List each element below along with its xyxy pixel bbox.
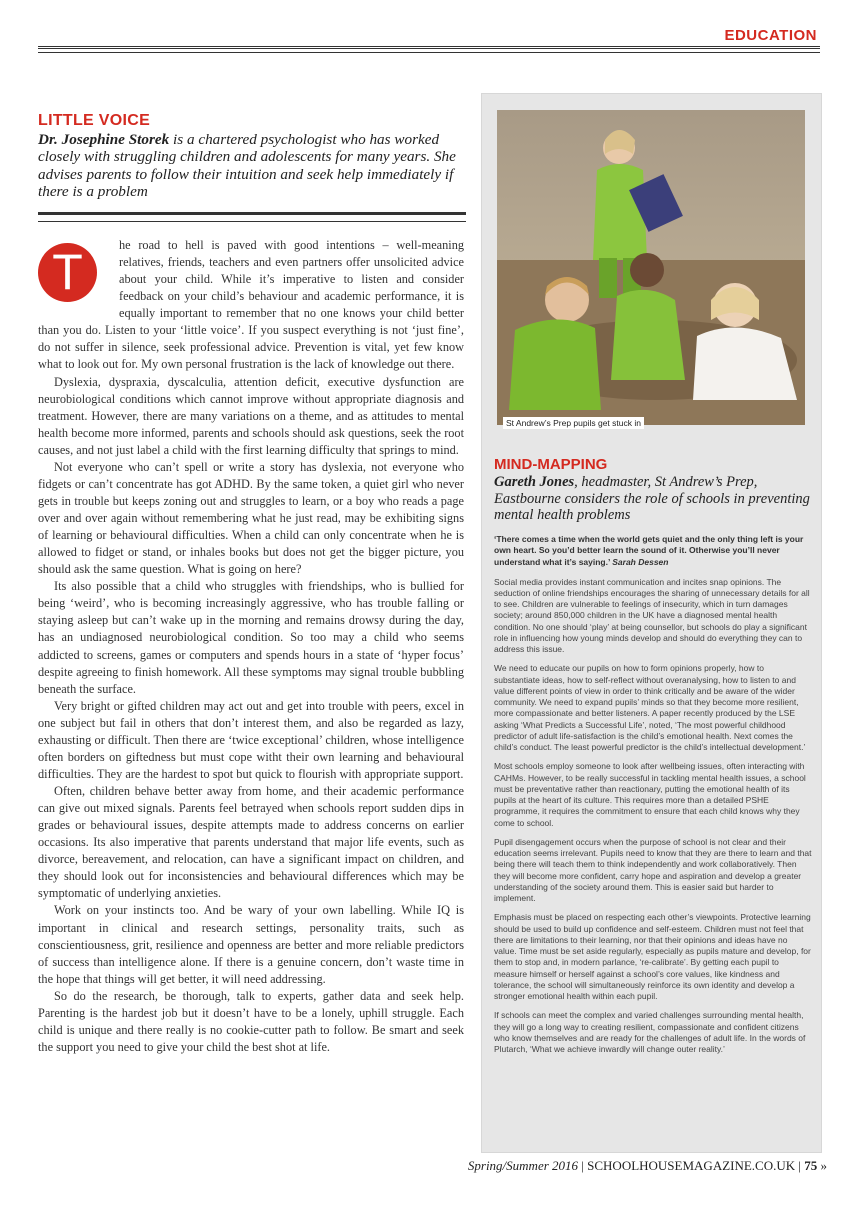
header-rule xyxy=(38,212,466,222)
sidebar-paragraph: Most schools employ someone to look after wellbeing issues, often interacting with CAHMs. However, to be really successful in tackling mental health issues, a school must be preventative rather than reactionary, putting the emotional health of its pupils at the heart of its culture. This requires more than a detailed PSHE programme, it requires the commitment to ensure that each child knows why they come to school. xyxy=(494,761,806,828)
photo-caption: St Andrew’s Prep pupils get stuck in xyxy=(503,417,644,429)
article-paragraph: Not everyone who can’t spell or write a story has dyslexia, not everyone who fidgets or can’t concentrate has got ADHD. By the same token, a quiet girl who never gets in trouble but keeps zoning out and struggles to learn, or a boy who reads a page over and over again without remembering what he just read, may be exhibiting signs of learning or behavioural difficulties. When a child can only concentrate when he is allowed to fidget or stand, or inhales books but does not get the bigger picture, you should ask the same question. What is going on here? xyxy=(38,459,464,577)
article-paragraph xyxy=(38,237,464,374)
sidebar-paragraph: If schools can meet the complex and varied challenges surrounding mental health, they will go a long way to creating resilient, compassionate and confident citizens who know themselves and are ready for the challenges of adult life. In the words of Plutarch, ‘What we achieve inwardly will change outer reality.’ xyxy=(494,1010,806,1055)
article-header xyxy=(38,112,466,200)
page-number: 75 xyxy=(804,1158,818,1173)
article-paragraph: So do the research, be thorough, talk to experts, gather data and seek help. Parenting is the hardest job but it doesn’t have to be a lonely, uphill struggle. Each child is unique and there really is no cookie-cutter path to follow. Be smart and seek the support you need to give your child the best shot at life. xyxy=(38,988,464,1054)
sidebar-kicker: MIND-MAPPING xyxy=(494,456,608,473)
sidebar-paragraph: Pupil disengagement occurs when the purpose of school is not clear and their education seems irrelevant. Pupils need to know that they are there to learn and that being there will teach them to think independently and work collaboratively. Then they will become more confident, carry hope and aspiration and develop a greater understanding of the society around them. This is easier said but harder to implement. xyxy=(494,836,812,904)
sidebar-paragraph: We need to educate our pupils on how to form opinions properly, how to substantiate ideas, how to self-reflect without overanalysing, how to listen to and value different points of view in order to think critically and be aware of the wider community. We need to expand pupils’ minds so that they become more resilient, more compassionate and better listeners. A paper recently produced by the LSE asking ‘What Predicts a Successful Life’, noted, ‘The most powerful childhood predictor of adult life-satisfaction is the child’s emotional health. Next comes the child’s conduct. The least powerful predictor is the child’s intellectual development.’ xyxy=(494,663,806,753)
sidebar-paragraph: Social media provides instant communication and incites snap opinions. The seduction of online friendships encourages the sharing of unnecessary details for all to see. Children are vulnerable to feelings of insecurity, which in turn damages society; around 850,000 children in the UK have a diagnosed mental health condition. No one should ‘play’ at being counsellor, but schools do play a significant role in influencing how young minds develop and should do everything they can to address this issue. xyxy=(494,576,810,655)
sidebar-paragraph: Emphasis must be placed on respecting each other’s viewpoints. Protective learning should be used to build up confidence and self-esteem. Children must not feel that there are limitations to their learning, nor that their opinions and ideas have no value. Time must be set aside regularly, especially as pupils mature and develop, for them to stop and, in modern parlance, ‘re-calibrate’. By getting each pupil to measure himself or herself against a school’s core values, like kindness and tolerance, the school will simultaneously reinforce its own identity and develop a stronger emotional health within each pupil. xyxy=(494,912,811,1002)
article-paragraph: Very bright or gifted children may act out and get into trouble with peers, excel in one subject but fail in others that don’t interest them, and also be regarded as lazy, exhausting or difficult. Then there are ‘twice exceptional’ children, whose intelligence often borders on giftedness but must cope witht their own learning and behavioural difficulties. They are the hardest to spot but quick to flourish with appropriate support. xyxy=(38,698,464,781)
section-label: EDUCATION xyxy=(724,27,817,44)
dropcap: T xyxy=(38,243,97,302)
standfirst-text: is a chartered psychologist who has worked closely with struggling children and adolescents for many years. She advises parents to follow their intuition and seek help immediately if there is a problem xyxy=(38,131,456,200)
sidebar-box xyxy=(481,93,822,1153)
quote-text: ‘There comes a time when the world gets quiet and the only thing left is your own heart. So you’d better learn the sound of it. Otherwise you’ll never understand what it’s saying.’ xyxy=(494,533,804,567)
page-footer: Spring/Summer 2016 | SCHOOLHOUSEMAGAZINE.CO.UK | 75 » xyxy=(467,1158,827,1173)
next-page-arrow: » xyxy=(820,1158,827,1173)
author-name: Dr. Josephine Storek xyxy=(38,131,170,148)
paragraph-text: he road to hell is paved with good intentions – well-meaning relatives, friends, teachers and even partners offer unsolicited advice about your child. While it’s imperative to listen and consider feedback on your child’s behaviour and academic performance, it is equally important to remember that no one knows your child better than you do. Listen to your ‘little voice’. If you suspect everything is not ‘just fine’, do not suffer in silence, seek professional advice. Prevention is vital, yet few know what to look out for. My own personal frustration is the lack of knowledge out there. xyxy=(38,238,464,372)
issue-date: Spring/Summer 2016 xyxy=(467,1158,579,1173)
site-url: SCHOOLHOUSEMAGAZINE.CO.UK xyxy=(587,1158,796,1173)
photo-illustration xyxy=(497,110,805,425)
article-paragraph: Often, children behave better away from home, and their academic performance can give out mixed signals. Parents feel betrayed when schools report sudden dips in grades or behavioural issues, despite attempts made to address concerns on earlier occasions. Its also imperative that parents understand that major life events, such as divorce, bereavement, and relocation, can have a significant impact on children, and they should look out for inconsistencies and behavioural differences which may be symptomatic of underlying anxieties. xyxy=(38,784,464,901)
pull-quote xyxy=(494,534,812,569)
article-kicker: LITTLE VOICE xyxy=(38,112,151,129)
sidebar-content xyxy=(494,456,812,1055)
sidebar-standfirst-text: , headmaster, St Andrew’s Prep, Eastbourne considers the role of schools in preventing mental health problems xyxy=(494,474,810,524)
children-photo xyxy=(497,110,805,425)
article-standfirst xyxy=(38,131,466,200)
sidebar-author-name: Gareth Jones xyxy=(494,474,575,490)
sidebar-standfirst xyxy=(494,474,812,524)
quote-author: Sarah Dessen xyxy=(612,556,669,567)
article-paragraph: Dyslexia, dyspraxia, dyscalculia, attention deficit, executive dysfunction are neurobiological conditions which cannot improve without appropriate diagnosis and treatment. However, there are many variations on a theme, and as attitudes to mental health become more informed, parents and schools should ask questions, seek the root causes, and not just label a child with the first learning difficulty that springs to mind. xyxy=(38,374,464,457)
article-paragraph: Work on your instincts too. And be wary of your own labelling. While IQ is important in clinical and research settings, personality traits, such as conscientiousness, grit, resilience and openness are better and more reliable predictors of success than intelligence alone. If there is a genuine concern, don’t waste time in the hope that things will get better, it will need addressing. xyxy=(38,903,464,986)
article-paragraph: Its also possible that a child who struggles with friendships, who is bullied for being ‘weird’, who is becoming increasingly aggressive, who has trouble falling or staying asleep but can’t wake up in the morning and remains drowsy during the day, has an undiagnosed neurobiological condition. So too may a child who seems addicted to screens, games or computers and spends hours in a state of ‘hyper focus’ despite agreeing to finish homework. All these symptoms may signal trouble bubbling beneath the surface. xyxy=(38,579,464,696)
article-body xyxy=(38,237,464,1056)
top-rule xyxy=(38,46,820,53)
